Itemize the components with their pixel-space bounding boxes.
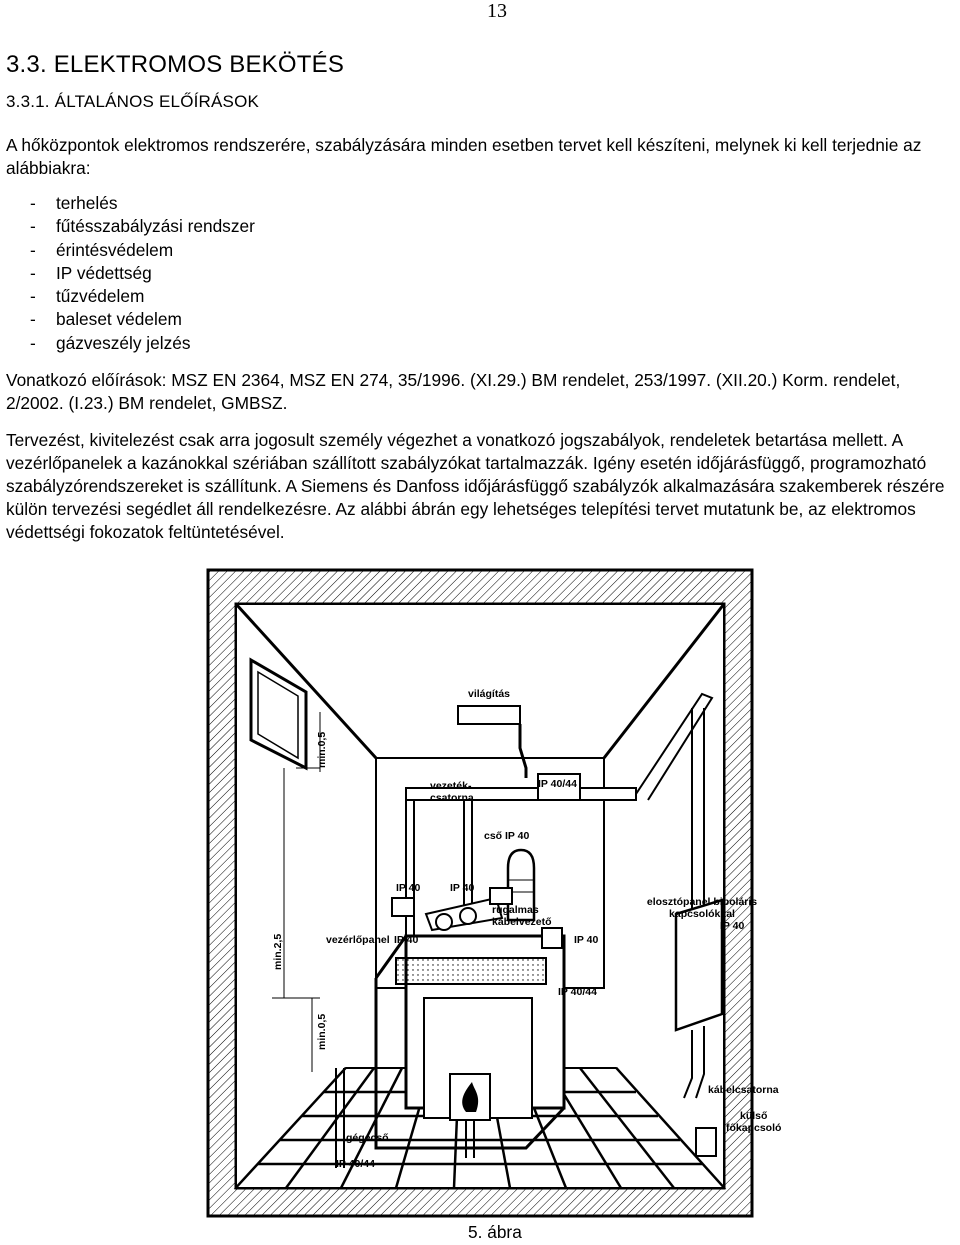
label-ip4044-mid: IP 40/44 bbox=[558, 986, 597, 998]
requirements-list bbox=[30, 192, 255, 355]
label-min05-top: min.0,5 bbox=[316, 731, 328, 768]
list-item: - IP védettség bbox=[30, 262, 255, 285]
subsection-heading: 3.3.1. ÁLTALÁNOS ELŐÍRÁSOK bbox=[6, 92, 260, 111]
label-corrugated-pipe: gégecső bbox=[346, 1132, 389, 1144]
list-item: - érintésvédelem bbox=[30, 239, 255, 262]
list-item: - terhelés bbox=[30, 192, 255, 215]
label-ip40-distribution-panel: IP 40 bbox=[720, 920, 745, 932]
section-heading: 3.3. ELEKTROMOS BEKÖTÉS bbox=[6, 51, 345, 78]
list-item: - baleset védelem bbox=[30, 308, 255, 331]
label-ip40-panel: IP 40 bbox=[394, 934, 419, 946]
installation-diagram: világítás vezeték- csatorna IP 40/44 cső IP 40 IP 40 IP 40 rugalmas kábelvezető vezérlőpanel IP 40 IP 40 IP 40/44 elosztópanel bipoláris kapcsolókkal IP 40 kábelcsatorna külső főkapcsoló gégecső IP 40/44 min.0,5 min.2,5 min.0,5 bbox=[196, 568, 764, 1218]
label-ip40-b: IP 40 bbox=[450, 882, 475, 894]
label-min25: min.2,5 bbox=[272, 933, 284, 970]
list-item: - fűtésszabályzási rendszer bbox=[30, 215, 255, 238]
references-paragraph: Vonatkozó előírások: MSZ EN 2364, MSZ EN 274, 35/1996. (XI.29.) BM rendelet, 253/1997. (XII.20.) Korm. rendelet, 2/2002. (I.23.) BM rendelet, GMBSZ. bbox=[6, 370, 901, 413]
body-paragraph: Tervezést, kivitelezést csak arra jogosult személy végezhet a vonatkozó jogszabályok, rendeletek betartása mellett. A vezérlőpanelek a kazánokkal szériában szállított szabályzókat tartalmazzák. Igény esetén időjárásfüggő, programozható szabályzórendszereket is szállítunk. A Siemens és Danfoss időjárásfüggő szabályzók alkalmazására szakemberek részére külön tervezési segédlet áll rendelkezésre. Az alábbi ábrán egy lehetséges telepítési tervet mutatunk be, az elektromos védettségi fokozatok feltüntetésével. bbox=[6, 430, 945, 542]
boiler-room-drawing bbox=[196, 568, 764, 1218]
label-cable-channel: kábelcsatorna bbox=[708, 1084, 779, 1096]
label-min05-bottom: min.0,5 bbox=[316, 1013, 328, 1050]
label-flexible-cable-guide: rugalmas kábelvezető bbox=[492, 904, 552, 928]
label-ip4044-bottom: IP 40/44 bbox=[336, 1158, 375, 1170]
list-item: - gázveszély jelzés bbox=[30, 332, 255, 355]
label-lighting: világítás bbox=[468, 688, 511, 700]
list-item: - tűzvédelem bbox=[30, 285, 255, 308]
label-ip40-right: IP 40 bbox=[574, 934, 599, 946]
label-control-panel: vezérlőpanel bbox=[326, 934, 390, 946]
label-external-main-switch: külső főkapcsoló bbox=[726, 1110, 782, 1134]
label-conduit-ip40: cső IP 40 bbox=[484, 830, 530, 842]
label-cable-duct: vezeték- csatorna bbox=[430, 780, 474, 804]
page-number: 13 bbox=[487, 0, 507, 22]
label-ip4044-top: IP 40/44 bbox=[538, 778, 577, 790]
intro-paragraph: A hőközpontok elektromos rendszerére, szabályzására minden esetben tervet kell készíteni, melynek ki kell terjednie az alábbiakra: bbox=[6, 135, 922, 178]
label-ip40-a: IP 40 bbox=[396, 882, 421, 894]
figure-caption: 5. ábra bbox=[468, 1222, 522, 1242]
